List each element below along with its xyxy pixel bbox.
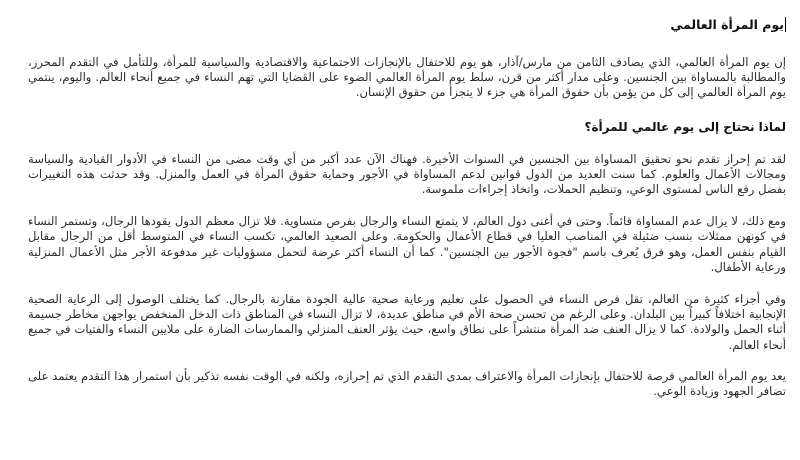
document-title[interactable] xyxy=(28,15,786,35)
paragraph-introduction: إن يوم المرأة العالمي، الذي يصادف الثامن من مارس/آذار، هو يوم للاحتفال بالإنجازات الاجتماعية والاقتصادية والسياسية للمرأة، وللتأمل في التقدم المحرز، والمطالبة بالمساواة بين الجنسين. وعلى مدار أكثر من قرن، سلط يوم المرأة العالمي الضوء على القضايا التي تهم النساء في جميع أنحاء العالم. واليوم، ينتمي يوم المرأة العالمي إلى كل من يؤمن بأن حقوق المرأة هي جزء لا يتجزأ من حقوق الإنسان. xyxy=(28,55,786,100)
paragraph-conclusion: يعد يوم المرأة العالمي فرصة للاحتفال بإنجازات المرأة والاعتراف بمدى التقدم الذي تم إحرازه، ولكنه في الوقت نفسه تذكير بأن استمرار هذا التقدم يعتمد على تضافر الجهود وزيادة الوعي. xyxy=(28,368,786,399)
document-title-text: يوم المرأة العالمي xyxy=(670,17,784,32)
paragraph-progress: لقد تم إحراز تقدم نحو تحقيق المساواة بين الجنسين في السنوات الأخيرة. فهناك الآن عدد أكبر من أي وقت مضى من النساء في الأدوار القيادية والسياسة ومجالات الأعمال والعلوم. كما سنت العديد من الدول قوانين لدعم المساواة في الأجور وحماية حقوق المرأة في العمل والمنزل. وقد حدثت هذه التغييرات بفضل رفع الناس لمستوى الوعي، وتنظيم الحملات، واتخاذ إجراءات ملموسة. xyxy=(28,151,786,197)
paragraph-health-education: وفي أجزاء كثيرة من العالم، تقل فرص النساء في الحصول على تعليم ورعاية صحية عالية الجودة مقارنة بالرجال. كما يختلف الوصول إلى الرعاية الصحية الإنجابية اختلافاً كبيراً بين البلدان. وعلى الرغم من تحسن صحة الأم في مناطق عديدة، لا تزال النساء في المناطق ذات الدخل المنخفض يواجهن مخاطر جسيمة أثناء الحمل والولادة. كما لا يزال العنف ضد المرأة منتشراً على نطاق واسع، حيث يؤثر العنف المنزلي والممارسات الضارة على ملايين النساء والفتيات في جميع أنحاء العالم. xyxy=(28,292,786,352)
paragraph-inequality: ومع ذلك، لا يزال عدم المساواة قائماً. وحتى في أغنى دول العالم، لا يتمتع النساء والرجال بفرص متساوية. فلا تزال معظم الدول يقودها الرجال، وتستمر النساء في كونهن ممثلات بنسب ضئيلة في المناصب العليا في قطاع الأعمال والحكومة. وعلى الصعيد العالمي، تكسب النساء في المتوسط أقل من الرجال مقابل القيام بنفس العمل، وهو فرق يُعرف باسم "فجوة الأجور بين الجنسين". كما أن النساء أكثر عرضة لتحمل مسؤوليات غير مدفوعة الأجر مثل الأعمال المنزلية ورعاية الأطفال. xyxy=(28,214,786,274)
text-cursor xyxy=(785,17,786,32)
section-heading-why: لماذا نحتاج إلى يوم عالمي للمرأة؟ xyxy=(584,119,786,134)
